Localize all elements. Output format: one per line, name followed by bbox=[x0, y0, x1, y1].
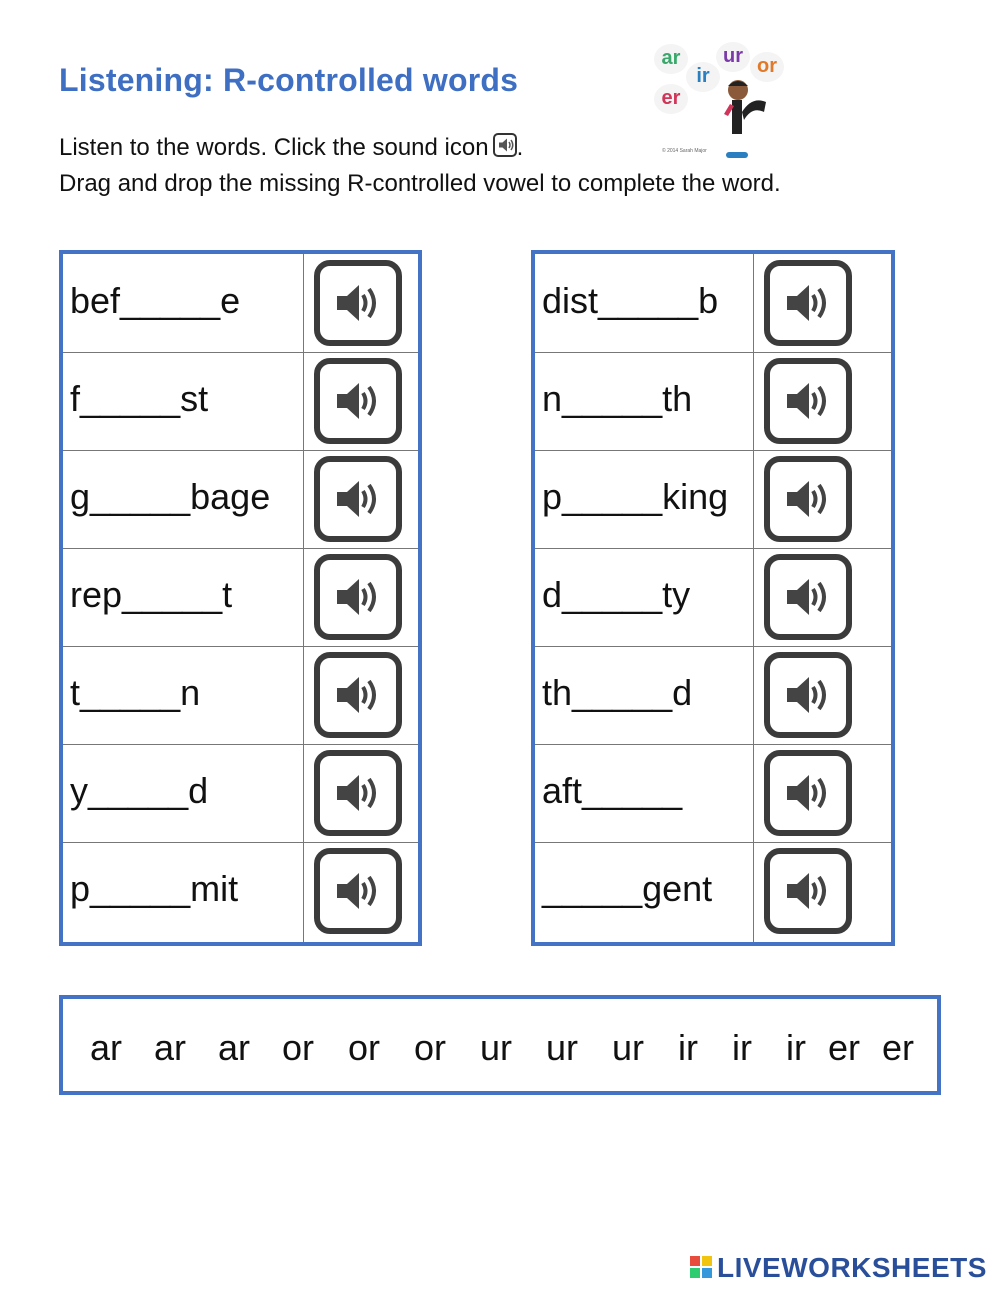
draggable-vowel-tile[interactable]: ir bbox=[678, 1027, 698, 1068]
sound-button[interactable] bbox=[764, 260, 852, 346]
sound-button[interactable] bbox=[764, 554, 852, 640]
table-row bbox=[63, 450, 418, 549]
table-row bbox=[535, 842, 891, 940]
table-row bbox=[535, 646, 891, 745]
word-prompt[interactable]: n_____th bbox=[542, 378, 693, 419]
word-prompt[interactable]: p_____mit bbox=[70, 868, 239, 909]
word-prompt[interactable]: _____gent bbox=[542, 868, 713, 909]
left-word-table bbox=[59, 250, 422, 946]
speaker-icon bbox=[785, 283, 833, 323]
word-prompt[interactable]: y_____d bbox=[70, 770, 209, 811]
speaker-icon bbox=[785, 381, 833, 421]
speaker-icon bbox=[335, 577, 383, 617]
table-row bbox=[535, 548, 891, 647]
logo-syllable: ir bbox=[686, 62, 720, 92]
page-title: Listening: R-controlled words bbox=[59, 62, 519, 98]
speaker-icon bbox=[785, 479, 833, 519]
draggable-vowel-tile[interactable]: or bbox=[414, 1027, 447, 1068]
sound-button[interactable] bbox=[314, 848, 402, 934]
table-row bbox=[535, 450, 891, 549]
word-prompt[interactable]: f_____st bbox=[70, 378, 209, 419]
instruction-text-1: Listen to the words. Click the sound icon bbox=[59, 134, 489, 161]
right-word-table bbox=[531, 250, 895, 946]
sound-button[interactable] bbox=[764, 848, 852, 934]
sound-button[interactable] bbox=[314, 260, 402, 346]
logo-syllable: ar bbox=[654, 44, 688, 74]
sound-button[interactable] bbox=[764, 652, 852, 738]
draggable-vowel-tile[interactable]: er bbox=[828, 1027, 861, 1068]
sound-button[interactable] bbox=[314, 358, 402, 444]
table-row bbox=[63, 254, 418, 353]
draggable-vowel-tile[interactable]: ar bbox=[218, 1027, 251, 1068]
speaker-icon bbox=[785, 871, 833, 911]
table-row bbox=[63, 548, 418, 647]
word-prompt[interactable]: t_____n bbox=[70, 672, 201, 713]
word-prompt[interactable]: aft_____ bbox=[542, 770, 683, 811]
draggable-vowel-tile[interactable]: ar bbox=[90, 1027, 123, 1068]
word-prompt[interactable]: dist_____b bbox=[542, 280, 719, 321]
table-row bbox=[63, 352, 418, 451]
table-row bbox=[63, 842, 418, 940]
logo-syllable: er bbox=[654, 84, 688, 114]
draggable-vowel-tile[interactable]: or bbox=[348, 1027, 381, 1068]
word-prompt[interactable]: g_____bage bbox=[70, 476, 271, 517]
word-prompt[interactable]: th_____d bbox=[542, 672, 693, 713]
word-prompt[interactable]: bef_____e bbox=[70, 280, 241, 321]
speaker-icon bbox=[335, 773, 383, 813]
table-row bbox=[63, 744, 418, 843]
speaker-icon bbox=[493, 133, 517, 157]
speaker-icon bbox=[785, 577, 833, 617]
draggable-vowel-tile[interactable]: er bbox=[882, 1027, 915, 1068]
table-row bbox=[535, 352, 891, 451]
draggable-vowel-tile[interactable]: ar bbox=[154, 1027, 187, 1068]
speaker-icon bbox=[335, 479, 383, 519]
draggable-vowel-tile[interactable]: ur bbox=[546, 1027, 579, 1068]
table-row bbox=[535, 744, 891, 843]
speaker-icon bbox=[335, 381, 383, 421]
draggable-vowel-tile[interactable]: or bbox=[282, 1027, 315, 1068]
logo-syllable: or bbox=[750, 52, 784, 82]
sound-button[interactable] bbox=[314, 554, 402, 640]
logo-syllable: ur bbox=[716, 42, 750, 72]
brand-name: LIVEWORKSHEETS bbox=[717, 1252, 987, 1283]
instruction-line-2: Drag and drop the missing R-controlled vowel to complete the word. bbox=[59, 170, 781, 197]
word-bank bbox=[59, 995, 941, 1095]
speaker-icon bbox=[335, 675, 383, 715]
draggable-vowel-tile[interactable]: ir bbox=[786, 1027, 806, 1068]
table-row bbox=[535, 254, 891, 353]
draggable-vowel-tile[interactable]: ur bbox=[480, 1027, 513, 1068]
speaker-icon bbox=[335, 871, 383, 911]
sound-button[interactable] bbox=[764, 456, 852, 542]
speaker-icon bbox=[335, 283, 383, 323]
letter-r-character-icon bbox=[718, 78, 778, 160]
liveworksheets-logo[interactable] bbox=[690, 1252, 987, 1284]
speaker-icon bbox=[785, 773, 833, 813]
sound-button[interactable] bbox=[314, 750, 402, 836]
sound-button[interactable] bbox=[314, 456, 402, 542]
instruction-line-1 bbox=[59, 133, 523, 162]
sound-button[interactable] bbox=[314, 652, 402, 738]
sound-button[interactable] bbox=[764, 750, 852, 836]
draggable-vowel-tile[interactable]: ur bbox=[612, 1027, 645, 1068]
logo-copyright: © 2014 Sarah Major bbox=[662, 148, 707, 154]
instruction-period: . bbox=[516, 134, 524, 161]
sound-button[interactable] bbox=[764, 358, 852, 444]
word-prompt[interactable]: p_____king bbox=[542, 476, 729, 517]
liveworksheets-logo-icon bbox=[690, 1256, 714, 1280]
draggable-vowel-tile[interactable]: ir bbox=[732, 1027, 752, 1068]
speaker-icon bbox=[785, 675, 833, 715]
word-prompt[interactable]: d_____ty bbox=[542, 574, 691, 615]
table-row bbox=[63, 646, 418, 745]
logo-image bbox=[650, 40, 790, 160]
word-prompt[interactable]: rep_____t bbox=[70, 574, 233, 615]
